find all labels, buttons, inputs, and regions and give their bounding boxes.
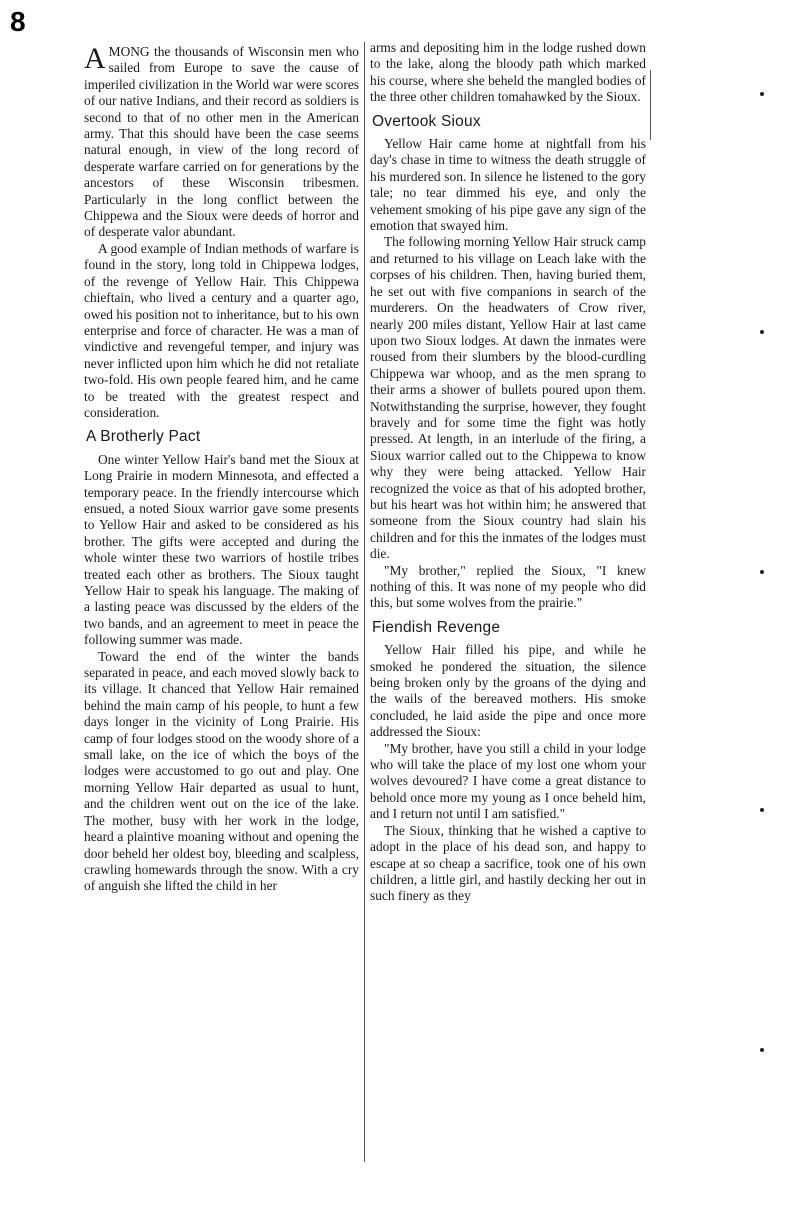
paragraph: Yellow Hair came home at nightfall from his day's chase in time to witness the death struggle of his murdered son. In silence he listened to the gory tale; no tear dimmed his eye, and only the vehement smoking of his pipe gave any sign of the emotion that swayed him.: [370, 136, 646, 234]
paragraph: A good example of Indian methods of warfare is found in the story, long told in Chippewa lodges, of the revenge of Yellow Hair. This Chippewa chieftain, who lived a century and a quarter ago, owed his position not to inheritance, but to his own enterprise and force of character. He was a man of vindictive and revengeful temper, and injury was never inflicted upon him which he did not retaliate two-fold. His own people feared him, and he came to be treated with the greatest respect and consideration.: [84, 240, 359, 420]
paragraph: "My brother, have you still a child in your lodge who will take the place of my lost one whom your wolves devoured? I have come a great distance to behold once more my young as I once beheld him, and I return not until I am satisfied.": [370, 740, 646, 822]
paragraph: One winter Yellow Hair's band met the Sioux at Long Prairie in modern Minnesota, and effected a temporary peace. In the friendly intercourse which ensued, a noted Sioux warrior gave some presents to Yellow Hair and asked to be considered as his brother. The gifts were accepted and during the whole winter these two warriors of hostile tribes treated each other as brothers. The Sioux taught Yellow Hair to speak his language. The making of a lasting peace was discussed by the elders of the two bands, and an agreement to meet in peace the following summer was made.: [84, 451, 359, 648]
section-heading: A Brotherly Pact: [86, 428, 201, 446]
drop-cap: A: [84, 42, 106, 75]
margin-dot: [760, 570, 764, 574]
paragraph: "My brother," replied the Sioux, "I knew nothing of this. It was none of my people who did this, but some wolves from the prairie.": [370, 562, 646, 611]
column-rule-right: [650, 70, 651, 140]
margin-dot: [760, 92, 764, 96]
margin-dot: [760, 808, 764, 812]
page-number: 8: [10, 6, 26, 37]
paragraph: The following morning Yellow Hair struck camp and returned to his village on Leach lake with the corpses of his children. Then, having buried them, he set out with five companions in search of the murderers. On the headwaters of Crow river, nearly 200 miles distant, Yellow Hair at last came upon two Sioux lodges. At dawn the inmates were roused from their slumbers by the blood-curdling Chippewa war whoop, and as the men sprang to their arms a shower of bullets poured upon them. Notwithstanding the surprise, however, they fought bravely and for some time the fight was hotly pressed. At length, in an interlude of the firing, a Sioux warrior called out to the Chippewa to know why they were being attacked. Yellow Hair recognized the voice as that of his adopted brother, but his heart was hot within him; he answered that someone from the Sioux country had slain his children and for this the inmates of the lodges must die.: [370, 234, 646, 562]
margin-dot: [760, 330, 764, 334]
paragraph: The Sioux, thinking that he wished a captive to adopt in the place of his dead son, and happy to escape at so cheap a sacrifice, took one of his own children, a little girl, and hastily decking her out in such finery as they: [370, 822, 646, 904]
right-column: [370, 40, 646, 905]
column-rule-left: [364, 42, 365, 1162]
paragraph: arms and depositing him in the lodge rushed down to the lake, along the bloody path which marked his course, where she beheld the mangled bodies of the three other children tomahawked by the Sioux.: [370, 40, 646, 105]
left-column: [84, 44, 359, 895]
paragraph: Yellow Hair filled his pipe, and while he smoked he pondered the situation, the silence being broken only by the groans of the dying and the wails of the bereaved mothers. His smoke concluded, he laid aside the pipe and once more addressed the Sioux:: [370, 642, 646, 740]
intro-text: MONG the thousands of Wisconsin men who sailed from Europe to save the cause of imperiled civilization in the World war were scores of our native Indians, and their record as soldiers is second to that of no other men in the American army. That this should have been the case seems natural enough, in view of the long record of desperate warfare carried on for generations by the ancestors of these Wisconsin tribesmen. Particularly in the long conflict between the Chippewa and the Sioux were deeds of horror and of desperate valor abundant.: [84, 44, 359, 240]
intro-paragraph: [84, 44, 359, 241]
section-heading: Overtook Sioux: [372, 112, 481, 130]
section-heading: Fiendish Revenge: [372, 618, 501, 636]
paragraph: Toward the end of the winter the bands separated in peace, and each moved slowly back to its village. It chanced that Yellow Hair remained behind the main camp of his people, to hunt a few days longer in the vicinity of Long Prairie. His camp of four lodges stood on the woody shore of a small lake, on the ice of which the boys of the lodges were accustomed to go out and play. One morning Yellow Hair departed as usual to hunt, and the children went out on the ice of the lake. The mother, busy with her work in the lodge, heard a plaintive moaning without and opening the door beheld her oldest boy, bleeding and scalpless, crawling homewards through the snow. With a cry of anguish she lifted the child in her: [84, 648, 359, 894]
margin-dot: [760, 1048, 764, 1052]
